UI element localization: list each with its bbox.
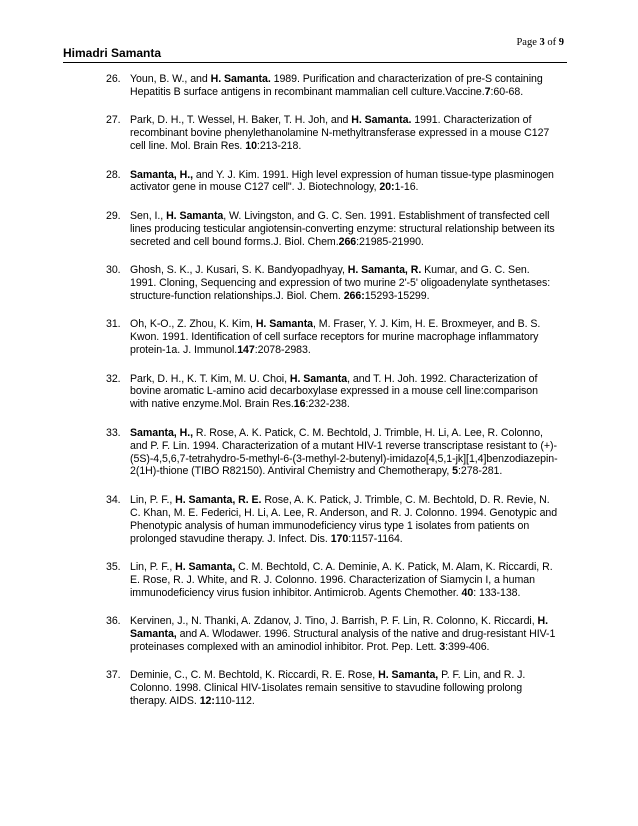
reference-bold-text: 266 [338,235,357,248]
reference-item [0,427,638,479]
reference-bold-text: 5 [452,465,458,478]
reference-item [0,373,638,412]
reference-bold-text: 170 [330,532,349,545]
reference-bold-text: H. Samanta [289,372,348,385]
reference-bold-text: Samanta, H., [130,426,193,439]
reference-number: 35. [106,560,121,573]
reference-text: Park, D. H., K. T. Kim, M. U. Choi, [130,372,290,385]
author-name: Himadri Samanta [63,46,162,60]
reference-item [0,210,638,249]
reference-text: Park, D. H., T. Wessel, H. Baker, T. H. Joh, and [130,114,352,127]
reference-bold-text: H. Samanta. [210,73,271,85]
reference-text: :232-238. [305,398,350,411]
reference-text: :60-68. [490,85,524,98]
reference-text: 1-16. [394,181,419,194]
reference-number: 29. [106,209,121,222]
reference-bold-text: H. Samanta, R. E. [175,493,262,506]
reference-text: Oh, K-O., Z. Zhou, K. Kim, [130,318,256,331]
reference-number: 34. [106,493,121,506]
reference-item [0,73,638,99]
reference-bold-text: 10 [245,140,257,153]
reference-text: , M. Fraser, Y. J. Kim, H. E. Broxmeyer, and B. S. Kwon. 1991. Identification of cell surface receptors for murine macrophage inflammatory protein-1a. J. Immunol. [130,318,541,357]
reference-bold-text: H. Samanta [255,318,314,331]
reference-bold-text: H. Samanta, [130,615,549,641]
reference-text: Deminie, C., C. M. Bechtold, K. Riccardi, R. E. Rose, [130,669,379,682]
reference-bold-text: 40 [461,586,474,599]
reference-text: and A. Wlodawer. 1996. Structural analysis of the native and drug-resistant HIV-1 proteinases complexed with an aminodiol inhibitor. Prot. Pep. Lett. [130,628,556,653]
reference-bold-text: H. Samanta. [351,114,412,127]
reference-bold-text: H. Samanta, [378,669,439,682]
reference-text: and Y. J. Kim. 1991. High level expression of human tissue-type plasminogen activator gene in mouse C127 cell". J. Biotechnology, [130,168,554,194]
reference-item [0,114,638,153]
reference-text: Rose, A. K. Patick, J. Trimble, C. M. Bechtold, D. R. Revie, N. C. Khan, M. E. Federici, H. Li, A. Lee, R. Anderson, and R. J. Colonno. 1994. Genotypic and Phenotypic analysis of human immunodeficiency virus type 1 isolates from patients on prolonged stavudine therapy. J. Infect. Dis. [130,493,558,545]
reference-number: 30. [106,264,121,277]
reference-text: :213-218. [256,140,302,153]
reference-text: Youn, B. W., and [130,73,211,85]
reference-text: :2078-2983. [254,344,311,357]
reference-bold-text: 16 [293,398,306,411]
reference-text: :1157-1164. [348,532,403,545]
reference-bold-text: Samanta, H., [130,168,193,181]
page-label: Page [516,37,537,48]
reference-bold-text: H. Samanta, R. [347,264,422,277]
reference-text: Kervinen, J., N. Thanki, A. Zdanov, J. Tino, J. Barrish, P. F. Lin, R. Colonno, K. Riccardi, [130,615,538,628]
reference-text: 15293-15299. [364,289,430,302]
reference-text: P. F. Lin, and R. J. Colonno. 1998. Clinical HIV-1isolates remain sensitive to stavudine following prolong therapy. AIDS. [130,669,526,708]
reference-bold-text: 20: [379,181,395,194]
reference-text: :278-281. [457,465,503,478]
reference-item [0,318,638,357]
reference-text: , and T. H. Joh. 1992. Characterization of bovine aromatic L-amino acid decarboxylase expressed in a mouse cell line:comparison with native enzyme.Mol. Brain Res. [130,372,538,411]
reference-bold-text: 12: [199,695,215,708]
reference-bold-text: 7 [484,85,491,98]
reference-text: R. Rose, A. K. Patick, C. M. Bechtold, J. Trimble, H. Li, A. Lee, R. Colonno, and P. F. Lin. 1994. Characterization of a mutant HIV-1 reverse transcriptase resistant to (+)-(5S)-4,5,6,7-tetrahydro-5-methyl-6-(3-methyl-2-butenyl)-imidazo[4,5,1-jk][1,4]benzodiazepin-2(1H)-thione (TIBO R82150). Antiviral Chemistry and Chemotherapy, [130,426,558,478]
reference-text: Sen, I., [130,209,167,222]
header-divider [63,62,567,63]
page-current: 3 [539,37,545,48]
reference-number: 28. [106,168,121,181]
reference-text: Lin, P. F., [130,560,176,573]
reference-number: 33. [106,426,121,439]
reference-text: : 133-138. [473,586,521,599]
reference-text: 1991. Characterization of recombinant bovine phenylethanolamine N-methyltransferase expressed in a mouse C127 cell line. Mol. Brain Res. [130,114,550,153]
reference-bold-text: 3 [439,641,446,653]
reference-item [0,561,638,600]
page-of: of [547,37,557,48]
reference-text: , W. Livingston, and G. C. Sen. 1991. Establishment of transfected cell lines producing testicular angiotensin-converting enzyme: structural relationship between its secreted and cell bound forms.J. Biol. Chem. [130,209,555,248]
reference-text: Kumar, and G. C. Sen. 1991. Cloning, Sequencing and expression of two murine 2'-5' oligoadenylate synthetases: structure-function relationships.J. Biol. Chem. [130,264,551,302]
reference-text: 1989. Purification and characterization of pre-S containing Hepatitis B surface antigens in recombinant mammalian cell culture.Vaccine. [130,73,543,98]
reference-text: :399-406. [445,641,490,653]
reference-text: C. M. Bechtold, C. A. Deminie, A. K. Patick, M. Alam, K. Riccardi, R. E. Rose, R. J. White, and R. J. Colonno. 1996. Characterization of Siamycin I, a human immunodeficiency virus fusion inhibitor. Antimicrob. Agents Chemother. [130,560,553,599]
reference-item [0,169,638,195]
reference-text: :21985-21990. [356,235,424,248]
reference-text: Ghosh, S. K., J. Kusari, S. K. Bandyopadhyay, [130,264,348,277]
reference-item [0,669,638,708]
reference-list [0,73,638,724]
reference-number: 36. [106,615,121,628]
reference-text: Lin, P. F., [130,493,176,506]
page-number [516,37,564,48]
reference-number: 32. [106,372,121,385]
reference-bold-text: H. Samanta, [175,560,236,573]
reference-text: 110-112. [214,695,255,708]
reference-number: 37. [106,669,121,682]
reference-item [0,264,638,303]
reference-number: 31. [106,318,121,331]
reference-number: 27. [106,114,121,127]
reference-item [0,615,638,654]
reference-item [0,494,638,546]
reference-bold-text: H. Samanta [166,209,224,222]
reference-bold-text: 147 [237,344,255,357]
reference-number: 26. [106,73,121,85]
page-total: 9 [558,37,564,48]
reference-bold-text: 266: [343,289,365,302]
